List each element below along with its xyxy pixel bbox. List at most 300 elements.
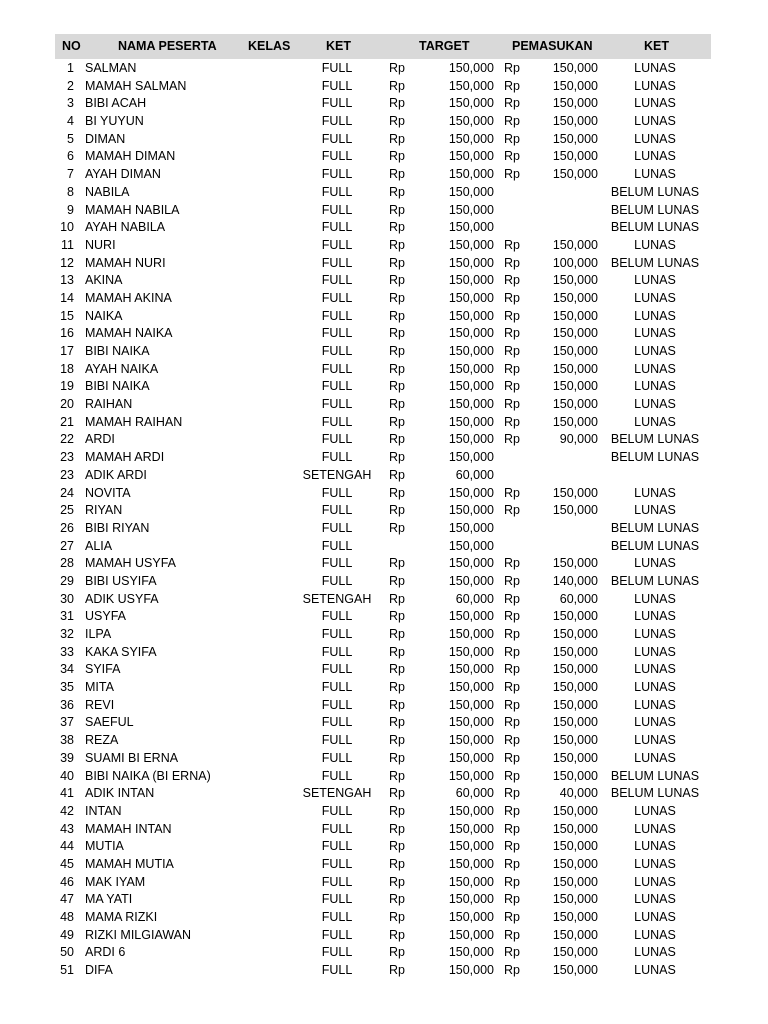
class-type: FULL bbox=[321, 344, 353, 358]
target-amount: 150,000 bbox=[448, 573, 494, 588]
payment-currency: Rp bbox=[504, 273, 520, 288]
target-currency: Rp bbox=[389, 220, 405, 235]
payment-status: LUNAS bbox=[634, 662, 676, 677]
target-amount: 60,000 bbox=[455, 467, 494, 482]
class-type: FULL bbox=[321, 131, 353, 146]
participant-name: INTAN bbox=[85, 803, 122, 818]
payment-amount: 150,000 bbox=[552, 361, 598, 376]
payment-status: LUNAS bbox=[634, 591, 676, 606]
participant-name: MAMAH RAIHAN bbox=[85, 414, 183, 429]
target-currency: Rp bbox=[389, 237, 405, 252]
class-type: FULL bbox=[321, 414, 353, 429]
payment-status: BELUM LUNAS bbox=[610, 202, 700, 217]
payment-currency: Rp bbox=[504, 945, 520, 960]
target-currency: Rp bbox=[389, 202, 405, 217]
target-amount: 150,000 bbox=[448, 308, 494, 323]
payment-status: BELUM LUNAS bbox=[610, 520, 700, 535]
target-amount: 150,000 bbox=[448, 662, 494, 677]
target-amount: 150,000 bbox=[448, 96, 494, 111]
row-number: 19 bbox=[60, 379, 74, 394]
participant-name: MUTIA bbox=[85, 839, 124, 854]
target-currency: Rp bbox=[389, 963, 405, 978]
payment-amount: 150,000 bbox=[552, 149, 598, 164]
payment-currency: Rp bbox=[504, 750, 520, 765]
payment-amount: 150,000 bbox=[552, 715, 598, 730]
table-row bbox=[0, 909, 768, 927]
row-number: 28 bbox=[60, 556, 74, 571]
target-currency: Rp bbox=[389, 485, 405, 500]
target-amount: 150,000 bbox=[448, 414, 494, 429]
target-amount: 150,000 bbox=[448, 450, 494, 465]
payment-amount: 150,000 bbox=[552, 750, 598, 765]
header-no: NO bbox=[62, 39, 81, 53]
target-currency: Rp bbox=[389, 344, 405, 358]
target-amount: 150,000 bbox=[448, 379, 494, 394]
table-row bbox=[0, 148, 768, 166]
target-currency: Rp bbox=[389, 273, 405, 288]
payment-status: LUNAS bbox=[634, 927, 676, 942]
target-currency: Rp bbox=[389, 786, 405, 801]
class-type: FULL bbox=[321, 609, 353, 624]
payment-currency: Rp bbox=[504, 662, 520, 677]
target-currency: Rp bbox=[389, 573, 405, 588]
row-number: 50 bbox=[60, 945, 74, 960]
payment-status: LUNAS bbox=[634, 874, 676, 889]
class-type: FULL bbox=[321, 432, 353, 447]
participant-name: SALMAN bbox=[85, 61, 137, 75]
target-currency: Rp bbox=[389, 644, 405, 659]
payment-currency: Rp bbox=[504, 414, 520, 429]
target-currency: Rp bbox=[389, 61, 405, 75]
target-currency: Rp bbox=[389, 503, 405, 518]
participant-name: DIMAN bbox=[85, 131, 126, 146]
table-row bbox=[0, 467, 768, 485]
payment-status: BELUM LUNAS bbox=[610, 220, 700, 235]
payment-amount: 150,000 bbox=[552, 892, 598, 907]
row-number: 41 bbox=[60, 786, 74, 801]
payment-status: LUNAS bbox=[634, 697, 676, 712]
target-amount: 150,000 bbox=[448, 538, 494, 553]
participant-name: ADIK ARDI bbox=[85, 467, 147, 482]
class-type: FULL bbox=[321, 803, 353, 818]
participant-name: ILPA bbox=[85, 627, 112, 641]
table-row bbox=[0, 414, 768, 432]
target-amount: 150,000 bbox=[448, 202, 494, 217]
participant-name: MAMAH SALMAN bbox=[85, 78, 187, 93]
participant-name: ALIA bbox=[85, 538, 113, 553]
class-type: FULL bbox=[321, 697, 353, 712]
target-amount: 150,000 bbox=[448, 149, 494, 164]
row-number: 34 bbox=[60, 662, 74, 677]
target-amount: 150,000 bbox=[448, 520, 494, 535]
payment-amount: 150,000 bbox=[552, 697, 598, 712]
payment-status: LUNAS bbox=[634, 131, 676, 146]
table-row bbox=[0, 750, 768, 768]
row-number: 42 bbox=[60, 803, 74, 818]
row-number: 36 bbox=[60, 697, 74, 712]
row-number: 10 bbox=[60, 220, 74, 235]
table-header bbox=[55, 34, 711, 59]
target-amount: 150,000 bbox=[448, 167, 494, 182]
row-number: 39 bbox=[60, 750, 74, 765]
target-amount: 150,000 bbox=[448, 680, 494, 695]
table-body bbox=[0, 60, 768, 980]
target-currency: Rp bbox=[389, 750, 405, 765]
payment-status: BELUM LUNAS bbox=[610, 786, 700, 801]
target-currency: Rp bbox=[389, 662, 405, 677]
class-type: FULL bbox=[321, 202, 353, 217]
participant-name: DIFA bbox=[85, 963, 113, 978]
target-amount: 150,000 bbox=[448, 361, 494, 376]
target-currency: Rp bbox=[389, 945, 405, 960]
class-type: FULL bbox=[321, 290, 353, 305]
payment-currency: Rp bbox=[504, 379, 520, 394]
target-amount: 150,000 bbox=[448, 609, 494, 624]
target-currency: Rp bbox=[389, 308, 405, 323]
payment-amount: 150,000 bbox=[552, 927, 598, 942]
table-row bbox=[0, 431, 768, 449]
payment-status: LUNAS bbox=[634, 733, 676, 748]
participant-name: AYAH NABILA bbox=[85, 220, 166, 235]
participant-name: MAK IYAM bbox=[85, 874, 146, 889]
payment-status: BELUM LUNAS bbox=[610, 573, 700, 588]
row-number: 7 bbox=[67, 167, 74, 182]
payment-amount: 150,000 bbox=[552, 344, 598, 358]
payment-currency: Rp bbox=[504, 786, 520, 801]
table-row bbox=[0, 573, 768, 591]
payment-amount: 90,000 bbox=[559, 432, 598, 447]
table-row bbox=[0, 891, 768, 909]
target-currency: Rp bbox=[389, 184, 405, 199]
payment-currency: Rp bbox=[504, 733, 520, 748]
class-type: FULL bbox=[321, 326, 353, 341]
payment-status: LUNAS bbox=[634, 61, 676, 75]
participant-name: MAMAH ARDI bbox=[85, 450, 165, 465]
payment-amount: 150,000 bbox=[552, 609, 598, 624]
target-currency: Rp bbox=[389, 379, 405, 394]
row-number: 14 bbox=[60, 290, 74, 305]
row-number: 17 bbox=[60, 344, 74, 358]
participant-name: ADIK INTAN bbox=[85, 786, 155, 801]
row-number: 29 bbox=[60, 573, 74, 588]
payment-amount: 150,000 bbox=[552, 556, 598, 571]
payment-status: LUNAS bbox=[634, 290, 676, 305]
row-number: 23 bbox=[60, 467, 74, 482]
payment-status: LUNAS bbox=[634, 963, 676, 978]
class-type: FULL bbox=[321, 750, 353, 765]
payment-status: LUNAS bbox=[634, 96, 676, 111]
participant-name: MA YATI bbox=[85, 892, 133, 907]
class-type: FULL bbox=[321, 361, 353, 376]
table-row bbox=[0, 538, 768, 556]
target-currency: Rp bbox=[389, 715, 405, 730]
payment-amount: 150,000 bbox=[552, 662, 598, 677]
payment-status: LUNAS bbox=[634, 680, 676, 695]
table-row bbox=[0, 361, 768, 379]
payment-status: LUNAS bbox=[634, 114, 676, 129]
participant-name: MAMA RIZKI bbox=[85, 910, 158, 924]
payment-currency: Rp bbox=[504, 697, 520, 712]
table-row bbox=[0, 449, 768, 467]
target-amount: 150,000 bbox=[448, 839, 494, 854]
payment-status: LUNAS bbox=[634, 503, 676, 518]
class-type: FULL bbox=[321, 839, 353, 854]
target-amount: 150,000 bbox=[448, 290, 494, 305]
table-row bbox=[0, 237, 768, 255]
payment-amount: 150,000 bbox=[552, 963, 598, 978]
payment-status: LUNAS bbox=[634, 910, 676, 924]
target-currency: Rp bbox=[389, 874, 405, 889]
payment-status: LUNAS bbox=[634, 78, 676, 93]
class-type: FULL bbox=[321, 856, 353, 871]
class-type: FULL bbox=[321, 167, 353, 182]
payment-amount: 150,000 bbox=[552, 680, 598, 695]
table-row bbox=[0, 856, 768, 874]
payment-status: LUNAS bbox=[634, 644, 676, 659]
target-amount: 150,000 bbox=[448, 821, 494, 836]
class-type: FULL bbox=[321, 768, 353, 783]
payment-currency: Rp bbox=[504, 627, 520, 641]
participant-name: BIBI NAIKA (BI ERNA) bbox=[85, 768, 211, 783]
class-type: FULL bbox=[321, 379, 353, 394]
class-type: FULL bbox=[321, 96, 353, 111]
header-pemasukan: PEMASUKAN bbox=[512, 39, 593, 53]
row-number: 45 bbox=[60, 856, 74, 871]
payment-status: LUNAS bbox=[634, 237, 676, 252]
target-amount: 150,000 bbox=[448, 733, 494, 748]
participant-name: MAMAH AKINA bbox=[85, 290, 172, 305]
target-currency: Rp bbox=[389, 609, 405, 624]
payment-amount: 150,000 bbox=[552, 874, 598, 889]
table-row bbox=[0, 697, 768, 715]
table-row bbox=[0, 255, 768, 273]
class-type: FULL bbox=[321, 485, 353, 500]
target-amount: 150,000 bbox=[448, 750, 494, 765]
payment-currency: Rp bbox=[504, 803, 520, 818]
payment-amount: 40,000 bbox=[559, 786, 598, 801]
target-currency: Rp bbox=[389, 856, 405, 871]
payment-status: LUNAS bbox=[634, 892, 676, 907]
row-number: 35 bbox=[60, 680, 74, 695]
payment-currency: Rp bbox=[504, 361, 520, 376]
payment-status: LUNAS bbox=[634, 273, 676, 288]
target-amount: 150,000 bbox=[448, 78, 494, 93]
payment-currency: Rp bbox=[504, 96, 520, 111]
table-row bbox=[0, 113, 768, 131]
target-currency: Rp bbox=[389, 697, 405, 712]
table-row bbox=[0, 78, 768, 96]
class-type: SETENGAH bbox=[302, 786, 372, 801]
participant-name: MAMAH MUTIA bbox=[85, 856, 174, 871]
payment-status: LUNAS bbox=[634, 167, 676, 182]
target-amount: 150,000 bbox=[448, 856, 494, 871]
class-type: FULL bbox=[321, 556, 353, 571]
participant-name: KAKA SYIFA bbox=[85, 644, 157, 659]
table-row bbox=[0, 785, 768, 803]
target-currency: Rp bbox=[389, 627, 405, 641]
class-type: FULL bbox=[321, 450, 353, 465]
payment-amount: 150,000 bbox=[552, 733, 598, 748]
payment-status: LUNAS bbox=[634, 149, 676, 164]
target-currency: Rp bbox=[389, 927, 405, 942]
row-number: 47 bbox=[60, 892, 74, 907]
table-row bbox=[0, 502, 768, 520]
table-row bbox=[0, 821, 768, 839]
participant-name: AKINA bbox=[85, 273, 123, 288]
class-type: FULL bbox=[321, 184, 353, 199]
payment-amount: 150,000 bbox=[552, 821, 598, 836]
target-amount: 150,000 bbox=[448, 255, 494, 270]
payment-status: LUNAS bbox=[634, 344, 676, 358]
table-row bbox=[0, 927, 768, 945]
row-number: 43 bbox=[60, 821, 74, 836]
table-row bbox=[0, 184, 768, 202]
participant-name: USYFA bbox=[85, 609, 126, 624]
payment-currency: Rp bbox=[504, 344, 520, 358]
target-currency: Rp bbox=[389, 556, 405, 571]
payment-amount: 150,000 bbox=[552, 627, 598, 641]
target-amount: 150,000 bbox=[448, 927, 494, 942]
target-amount: 150,000 bbox=[448, 556, 494, 571]
row-number: 44 bbox=[60, 839, 74, 854]
class-type: FULL bbox=[321, 627, 353, 641]
class-type: FULL bbox=[321, 503, 353, 518]
target-currency: Rp bbox=[389, 255, 405, 270]
class-type: FULL bbox=[321, 114, 353, 129]
payment-status: LUNAS bbox=[634, 627, 676, 641]
table-row bbox=[0, 272, 768, 290]
table-row bbox=[0, 166, 768, 184]
participant-name: SYIFA bbox=[85, 662, 121, 677]
target-currency: Rp bbox=[389, 910, 405, 924]
payment-currency: Rp bbox=[504, 432, 520, 447]
class-type: FULL bbox=[321, 892, 353, 907]
payment-status: LUNAS bbox=[634, 715, 676, 730]
target-amount: 150,000 bbox=[448, 910, 494, 924]
header-nama-peserta: NAMA PESERTA bbox=[118, 39, 217, 53]
payment-status: LUNAS bbox=[634, 821, 676, 836]
payment-amount: 150,000 bbox=[552, 644, 598, 659]
row-number: 38 bbox=[60, 733, 74, 748]
table-row bbox=[0, 378, 768, 396]
participant-name: MITA bbox=[85, 680, 114, 695]
table-row bbox=[0, 202, 768, 220]
payment-currency: Rp bbox=[504, 768, 520, 783]
row-number: 5 bbox=[67, 131, 74, 146]
payment-currency: Rp bbox=[504, 927, 520, 942]
payment-amount: 150,000 bbox=[552, 78, 598, 93]
target-currency: Rp bbox=[389, 326, 405, 341]
payment-status: LUNAS bbox=[634, 326, 676, 341]
class-type: FULL bbox=[321, 963, 353, 978]
table-row bbox=[0, 838, 768, 856]
payment-status: BELUM LUNAS bbox=[610, 538, 700, 553]
table-row bbox=[0, 290, 768, 308]
payment-status: LUNAS bbox=[634, 556, 676, 571]
payment-currency: Rp bbox=[504, 591, 520, 606]
table-row bbox=[0, 131, 768, 149]
class-type: FULL bbox=[321, 520, 353, 535]
row-number: 3 bbox=[67, 96, 74, 111]
payment-currency: Rp bbox=[504, 821, 520, 836]
participant-name: RIZKI MILGIAWAN bbox=[85, 927, 192, 942]
payment-status: LUNAS bbox=[634, 414, 676, 429]
target-amount: 150,000 bbox=[448, 326, 494, 341]
table-row bbox=[0, 874, 768, 892]
payment-amount: 150,000 bbox=[552, 96, 598, 111]
row-number: 21 bbox=[60, 414, 74, 429]
row-number: 26 bbox=[60, 520, 74, 535]
row-number: 48 bbox=[60, 910, 74, 924]
payment-currency: Rp bbox=[504, 644, 520, 659]
payment-currency: Rp bbox=[504, 874, 520, 889]
target-currency: Rp bbox=[389, 131, 405, 146]
payment-amount: 150,000 bbox=[552, 61, 598, 75]
class-type: FULL bbox=[321, 61, 353, 75]
payment-currency: Rp bbox=[504, 856, 520, 871]
payment-amount: 150,000 bbox=[552, 397, 598, 412]
table-row bbox=[0, 60, 768, 78]
class-type: FULL bbox=[321, 910, 353, 924]
table-row bbox=[0, 626, 768, 644]
row-number: 30 bbox=[60, 591, 74, 606]
payment-currency: Rp bbox=[504, 78, 520, 93]
target-currency: Rp bbox=[389, 680, 405, 695]
payment-amount: 150,000 bbox=[552, 290, 598, 305]
table-row bbox=[0, 308, 768, 326]
payment-amount: 150,000 bbox=[552, 768, 598, 783]
class-type: FULL bbox=[321, 78, 353, 93]
payment-status: BELUM LUNAS bbox=[610, 450, 700, 465]
target-currency: Rp bbox=[389, 733, 405, 748]
target-amount: 150,000 bbox=[448, 131, 494, 146]
table-row bbox=[0, 803, 768, 821]
row-number: 51 bbox=[60, 963, 74, 978]
payment-amount: 140,000 bbox=[552, 573, 598, 588]
target-amount: 150,000 bbox=[448, 503, 494, 518]
row-number: 11 bbox=[61, 237, 74, 252]
payment-amount: 60,000 bbox=[559, 591, 598, 606]
target-currency: Rp bbox=[389, 520, 405, 535]
target-amount: 60,000 bbox=[455, 786, 494, 801]
payment-amount: 150,000 bbox=[552, 131, 598, 146]
payment-status: BELUM LUNAS bbox=[610, 432, 700, 447]
participant-name: SUAMI BI ERNA bbox=[85, 750, 179, 765]
target-currency: Rp bbox=[389, 432, 405, 447]
payment-currency: Rp bbox=[504, 963, 520, 978]
payment-currency: Rp bbox=[504, 573, 520, 588]
target-currency: Rp bbox=[389, 450, 405, 465]
participant-name: MAMAH DIMAN bbox=[85, 149, 176, 164]
participant-name: NOVITA bbox=[85, 485, 131, 500]
payment-amount: 150,000 bbox=[552, 114, 598, 129]
row-number: 31 bbox=[60, 609, 74, 624]
class-type: FULL bbox=[321, 308, 353, 323]
row-number: 24 bbox=[60, 485, 74, 500]
payment-currency: Rp bbox=[504, 308, 520, 323]
payment-currency: Rp bbox=[504, 397, 520, 412]
payment-currency: Rp bbox=[504, 609, 520, 624]
target-currency: Rp bbox=[389, 768, 405, 783]
target-currency: Rp bbox=[389, 892, 405, 907]
payment-currency: Rp bbox=[504, 149, 520, 164]
payment-currency: Rp bbox=[504, 839, 520, 854]
class-type: FULL bbox=[321, 573, 353, 588]
payment-amount: 150,000 bbox=[552, 414, 598, 429]
payment-status: LUNAS bbox=[634, 945, 676, 960]
participant-name: NAIKA bbox=[85, 308, 123, 323]
target-amount: 150,000 bbox=[448, 697, 494, 712]
